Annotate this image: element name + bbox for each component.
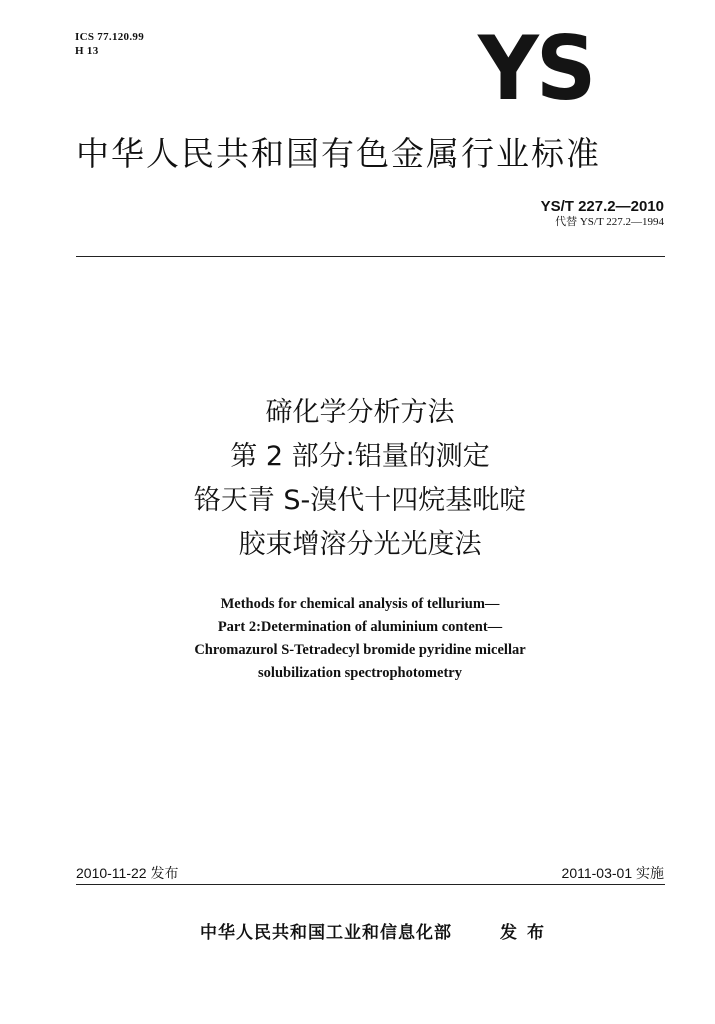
ics-code: ICS 77.120.99 xyxy=(75,31,144,43)
cn-title-line-3: 铬天青 S-溴代十四烷基吡啶 xyxy=(193,485,527,516)
en-title-line-4: solubilization spectrophotometry xyxy=(258,665,462,681)
footer-divider xyxy=(76,884,665,885)
cn-title-line-1: 碲化学分析方法 xyxy=(265,397,455,428)
issuing-authority: 中华人民共和国工业和信息化部 xyxy=(200,923,452,943)
header-divider xyxy=(76,256,665,257)
classification-code: H 13 xyxy=(75,45,99,57)
cn-title-line-2: 第 2 部分:铝量的测定 xyxy=(230,441,490,472)
ics-code-block xyxy=(75,30,144,58)
issue-date: 2010-11-22 发布 xyxy=(76,865,179,881)
en-title-line-3: Chromazurol S-Tetradecyl bromide pyridine micellar xyxy=(194,642,526,658)
cn-title-line-4: 胶束增溶分光光度法 xyxy=(238,529,482,560)
ys-logo: YS xyxy=(478,16,594,120)
replaces-standard: 代替 YS/T 227.2—1994 xyxy=(555,216,664,228)
organization-title: 中华人民共和国有色金属行业标准 xyxy=(76,134,601,173)
en-title-line-1: Methods for chemical analysis of tellurium— xyxy=(220,596,500,612)
issuer-action: 发布 xyxy=(500,923,554,943)
implementation-date: 2011-03-01 实施 xyxy=(561,865,664,881)
en-title-line-2: Part 2:Determination of aluminium content— xyxy=(217,619,503,635)
standard-number: YS/T 227.2—2010 xyxy=(540,198,664,215)
